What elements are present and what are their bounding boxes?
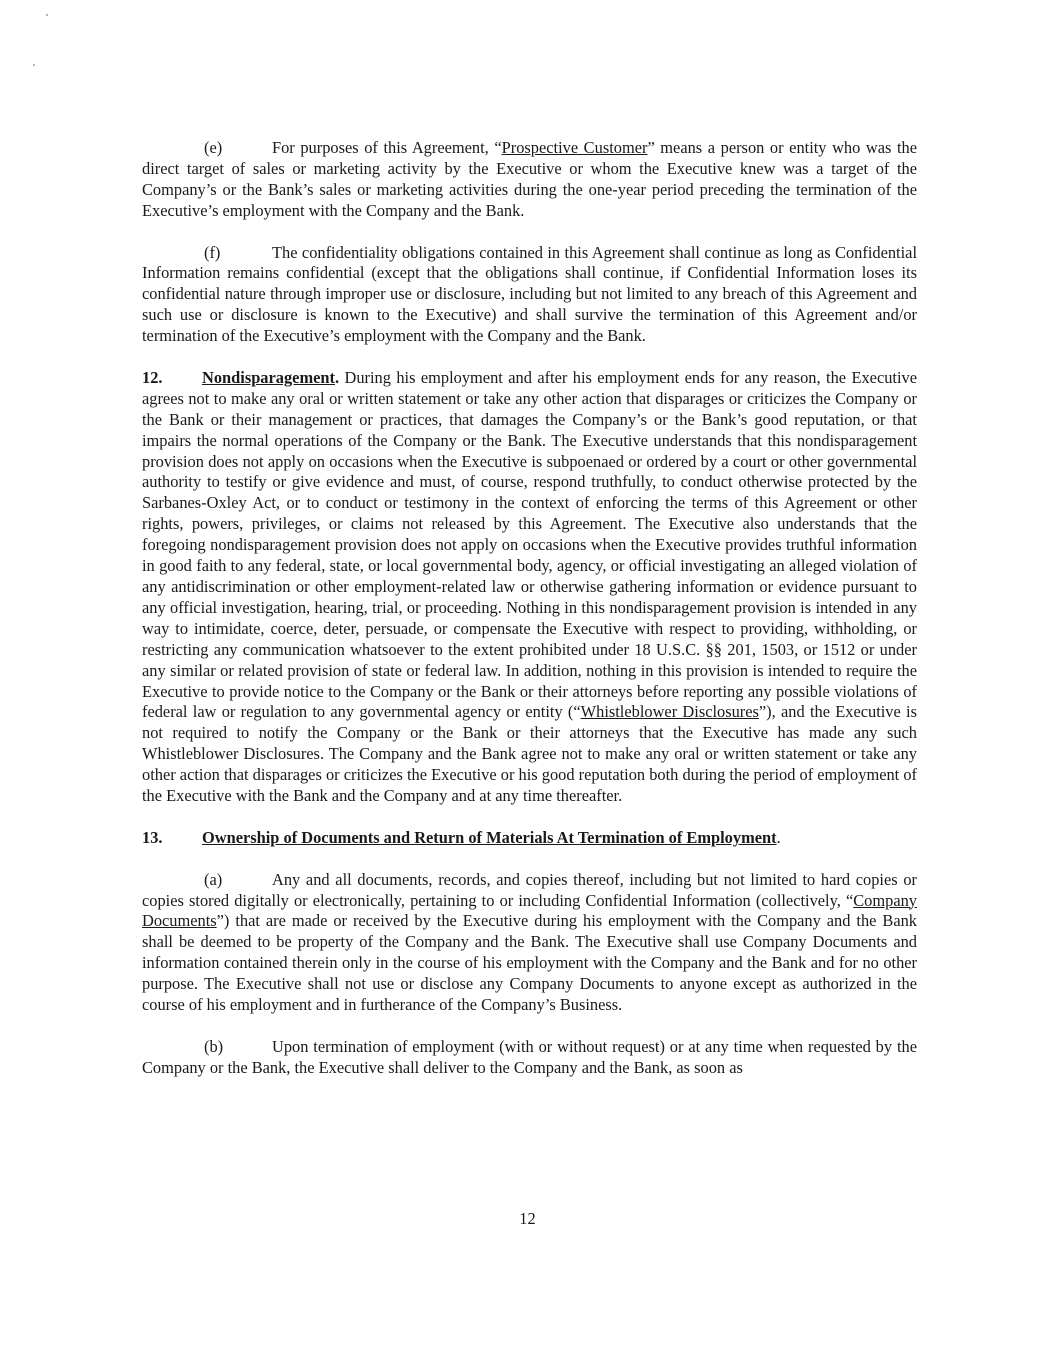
paragraph-text: Any and all documents, records, and copies thereof, including but not limited to hard copies or copies stored digitally or electronically, pertaining to or including Confidential Information (collectively, “ [142,869,917,910]
paragraph-label: (f) [204,242,221,262]
heading-period: . [776,827,781,847]
paragraph-text: ” means a person or entity who was the direct target of sales or marketing activity by the Executive or whom the Executive knew was a target of the Company’s or the Bank’s sales or marketing activities during the one-year period preceding the termination of the Executive’s employment with the Company and the Bank. [142,138,918,220]
document-body [142,138,917,1100]
paragraph-label: (e) [204,138,223,157]
scan-speck [33,64,35,66]
paragraph-text: Upon termination of employment (with or without request) or at any time when requested by the Company or the Bank, the Executive shall deliver to the Company and the Bank, as soon as [142,1036,917,1077]
paragraph-11f [142,243,917,348]
section-heading: Ownership of Documents and Return of Materials At Termination of Employment [202,827,777,847]
paragraph-11e [142,138,917,222]
paragraph-text: ”), and the Executive is not required to notify the Company or the Bank or their attorneys that the Executive has made any such Whistleblower Disclosures. The Company and the Bank agree not to make any oral or written statement or take any other action that disparages or criticizes the Executive or his good reputation both during the period of employment of the Executive with the Bank and the Company and at any time thereafter. [142,702,917,806]
paragraph-text: The confidentiality obligations contained in this Agreement shall continue as long as Confidential Information remains confidential (except that the obligations shall continue, if Confidential Information loses its confidential nature through improper use or disclosure, including but not limited to any breach of this Agreement and such use or disclosure is known to the Executive) and shall survive the termination of this Agreement and/or termination of the Executive’s employment with the Company and the Bank. [142,242,917,346]
page-number: 12 [519,1209,536,1228]
paragraph-label: (b) [204,1036,224,1056]
defined-term: Company Documents [142,890,917,931]
paragraph-text: During his employment and after his employment ends for any reason, the Executive agrees not to make any oral or written statement or take any other action that disparages or criticizes the Company or the Bank or their management or practices, that damages the Company’s or the Bank’s good reputation, or that impairs the normal operations of the Company or the Bank. The Executive understands that this nondisparagement provision does not apply on occasions when the Executive is subpoenaed or ordered by a court or other governmental authority to testify or give evidence and must, of course, respond truthfully, to conduct otherwise protected by the Sarbanes-Oxley Act, or to conduct or testimony in the context of enforcing the terms of this Agreement or other rights, powers, privileges, or claims not released by this Agreement. The Executive also understands that the foregoing nondisparagement provision does not apply on occasions when the Executive provides truthful information in good faith to any federal, state, or local governmental body, agency, or official investigating an alleged violation of any antidiscrimination or other employment-related law or otherwise gathering information or evidence pursuant to any official investigation, hearing, trial, or proceeding. Nothing in this nondisparagement provision is intended in any way to intimidate, coerce, deter, persuade, or compensate the Executive with respect to providing, withholding, or restricting any communication whatsoever to the extent prohibited under 18 U.S.C. §§ 201, 1503, or 1512 or under any similar or related provision of state or federal law. In addition, nothing in this provision is intended to require the Executive to provide notice to the Company or the Bank or their attorneys before reporting any possible violations of federal law or regulation to any governmental agency or entity (“ [142,367,917,722]
section-12 [142,368,917,807]
section-number: 13. [142,827,163,847]
defined-term: Whistleblower Disclosures [580,702,759,722]
section-13-heading [142,828,917,849]
paragraph-text: ”) that are made or received by the Executive during his employment with the Company and the Bank shall be deemed to be property of the Company and the Bank. The Executive shall use Company Documents and information contained therein only in the course of his employment with the Company and the Bank and for no other purpose. The Executive shall not use or disclose any Company Documents to anyone except as authorized in the course of his employment and in furtherance of the Company’s Business. [142,911,917,1015]
section-number: 12. [142,367,163,387]
section-heading: Nondisparagement [202,367,335,387]
paragraph-label: (a) [204,869,223,889]
scan-speck [46,14,48,16]
paragraph-13a [142,870,917,1016]
paragraph-text: For purposes of this Agreement, “ [272,138,502,157]
defined-term: Prospective Customer [501,138,648,157]
heading-period: . [334,367,340,387]
paragraph-13b [142,1037,917,1079]
